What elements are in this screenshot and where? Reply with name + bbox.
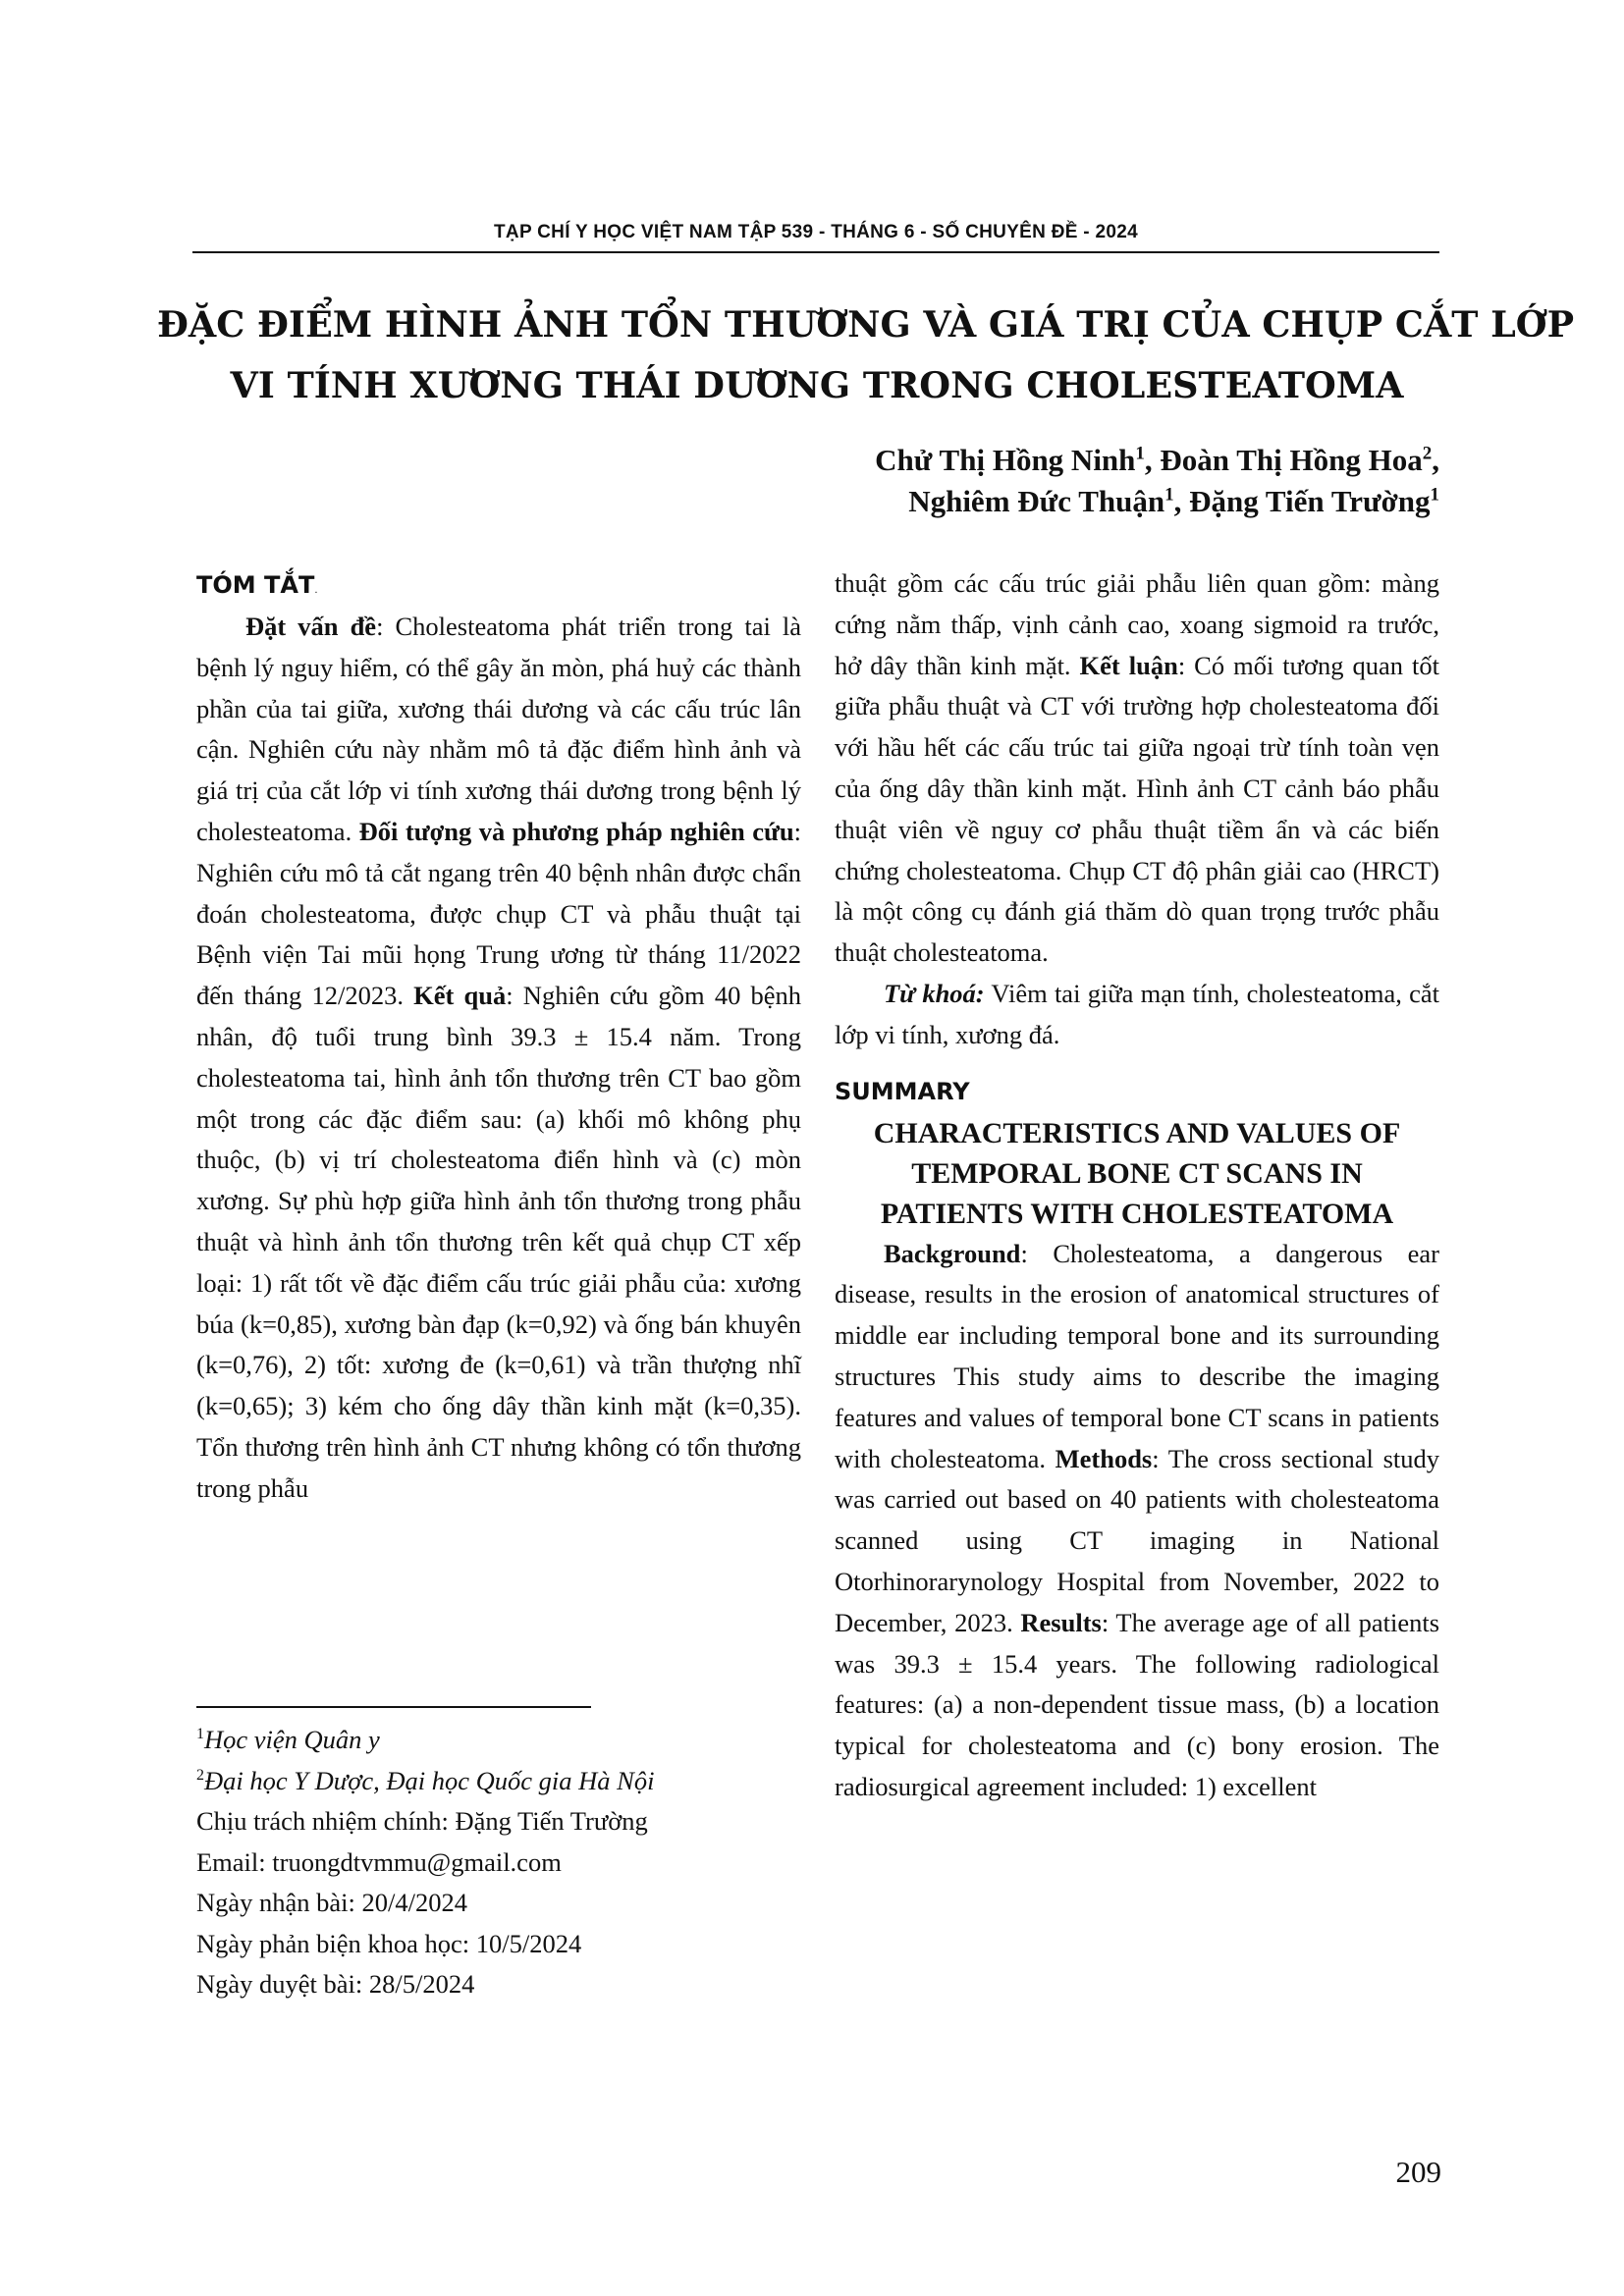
author-list [556, 440, 1439, 522]
label-methods-en: Methods [1055, 1443, 1153, 1473]
text-background-en: : Cholesteatoma, a dangerous ear disease, results in the erosion of anatomical structures of middle ear including temporal bone and its surrounding structures This study aims to describe the imaging features and values of temporal bone CT scans in patients with cholesteatoma. [835, 1238, 1439, 1473]
footnote-corresponding: Chịu trách nhiệm chính: Đặng Tiến Trường [196, 1806, 648, 1836]
title-line-1: ĐẶC ĐIỂM HÌNH ẢNH TỔN THƯƠNG VÀ GIÁ TRỊ CỦA CHỤP CẮT LỚP [157, 303, 1575, 346]
footnote-affiliation-2 [196, 1761, 805, 1802]
text-results-right: thuật gồm các cấu trúc giải phẫu liên quan gồm: màng cứng nằm thấp, vịnh cảnh cao, xoang sigmoid ra trước, hở dây thần kinh mặt. [835, 568, 1439, 680]
abstract-heading-text: TÓM TẮT [196, 571, 315, 599]
article-title [157, 294, 1575, 416]
label-results-en: Results [1020, 1607, 1102, 1637]
text-keywords: Viêm tai giữa mạn tính, cholesteatoma, cắt lớp vi tính, xương đá. [835, 978, 1439, 1049]
left-column [196, 563, 801, 1510]
author-line-2 [556, 481, 1439, 522]
label-background: Đặt vấn đề [245, 612, 377, 641]
author-affiliation: 1 [1135, 443, 1145, 464]
header-rule [192, 251, 1439, 253]
summary-title-line-1: CHARACTERISTICS AND VALUES OF [873, 1116, 1401, 1149]
abstract-continuation [835, 563, 1439, 974]
footnote-number: 1 [196, 1726, 204, 1743]
summary-title-line-3: PATIENTS WITH CHOLESTEATOMA [880, 1197, 1394, 1230]
author-separator: , [1432, 443, 1439, 477]
summary-heading: SUMMARY [835, 1077, 970, 1105]
label-keywords: Từ khoá: [884, 978, 985, 1008]
summary-title-line-2: TEMPORAL BONE CT SCANS IN [911, 1156, 1363, 1190]
footnote-affiliation-1 [196, 1720, 805, 1761]
author-affiliation: 1 [1430, 484, 1439, 506]
author-affiliation: 2 [1422, 443, 1433, 464]
author-name: Đặng Tiến Trường [1189, 484, 1431, 518]
footnote-reviewed: Ngày phản biện khoa học: 10/5/2024 [196, 1928, 582, 1958]
label-methods: Đối tượng và phương pháp nghiên cứu [358, 816, 794, 846]
label-conclusion: Kết luận [1079, 650, 1178, 680]
footnote-rule [196, 1706, 591, 1708]
title-line-2: VI TÍNH XƯƠNG THÁI DƯƠNG TRONG CHOLESTEATOMA [230, 364, 1404, 406]
text-background: : Cholesteatoma phát triển trong tai là bệnh lý nguy hiểm, có thể gây ăn mòn, phá huỷ các thành phần của tai giữa, xương thái dương và các cấu trúc lân cận. Nghiên cứu này nhằm mô tả đặc điểm hình ảnh và giá trị của cắt lớp vi tính xương thái dương trong bệnh lý cholesteatoma. [196, 612, 802, 846]
author-line-1 [556, 440, 1439, 481]
text-results-left: : Nghiên cứu gồm 40 bệnh nhân, độ tuổi trung bình 39.3 ± 15.4 năm. Trong cholesteatoma tai, hình ảnh tổn thương trên CT bao gồm một trong các đặc điểm sau: (a) khối mô không phụ thuộc, (b) vị trí cholesteatoma điển hình và (c) mòn xương. Sự phù hợp giữa hình ảnh tổn thương trong phẫu thuật và hình ảnh tổn thương trên kết quả chụp CT xếp loại: 1) rất tốt về đặc điểm cấu trúc giải phẫu của: xương búa (k=0,85), xương bàn đạp (k=0,92) và ống bán khuyên (k=0,76), 2) tốt: xương đe (k=0,61) và trần thượng nhĩ (k=0,65); 3) kém cho ống dây thần kinh mặt (k=0,35). Tổn thương trên hình ảnh CT nhưng không có tổn thương trong phẫu [196, 981, 802, 1503]
page-number: 209 [1395, 2155, 1441, 2189]
text-conclusion: : Có mối tương quan tốt giữa phẫu thuật và CT với trường hợp cholesteatoma đối với hầu hết các cấu trúc tai giữa ngoại trừ tính toàn vẹn của ống dây thần kinh mặt. Hình ảnh CT cảnh báo phẫu thuật viên về nguy cơ phẫu thuật tiềm ẩn và các biến chứng cholesteatoma. Chụp CT độ phân giải cao (HRCT) là một công cụ đánh giá thăm dò quan trọng trước phẫu thuật cholesteatoma. [835, 650, 1439, 968]
footnote-number: 2 [196, 1766, 204, 1784]
author-separator: , [1173, 484, 1190, 518]
abstract-paragraph [196, 607, 801, 1510]
right-column [835, 563, 1439, 1808]
footnotes [196, 1720, 805, 2005]
footnote-text: Học viện Quân y [204, 1725, 380, 1754]
footnote-text: Đại học Y Dược, Đại học Quốc gia Hà Nội [204, 1765, 655, 1795]
author-name: Chử Thị Hồng Ninh [875, 443, 1136, 477]
label-background-en: Background [884, 1238, 1021, 1268]
text-methods-en: : The cross sectional study was carried out based on 40 patients with cholesteatoma scanned using CT imaging in National Otorhinorarynology Hospital from November, 2022 to December, 2023. [835, 1443, 1439, 1637]
summary-title [835, 1113, 1439, 1234]
footnote-email: Email: truongdtvmmu@gmail.com [196, 1846, 562, 1877]
author-affiliation: 1 [1164, 484, 1174, 506]
author-separator: , [1144, 443, 1161, 477]
abstract-heading [196, 563, 801, 607]
text-methods: : Nghiên cứu mô tả cắt ngang trên 40 bệnh nhân được chẩn đoán cholesteatoma, được chụp CT và phẫu thuật tại Bệnh viện Tai mũi họng Trung ương từ tháng 11/2022 đến tháng 12/2023. [196, 816, 801, 1011]
author-name: Đoàn Thị Hồng Hoa [1160, 443, 1423, 477]
footnote-received: Ngày nhận bài: 20/4/2024 [196, 1888, 467, 1917]
footnote-accepted: Ngày duyệt bài: 28/5/2024 [196, 1969, 475, 1999]
keywords [835, 974, 1439, 1056]
abstract-heading-dot: . [314, 585, 318, 596]
author-name: Nghiêm Đức Thuận [908, 484, 1165, 518]
spacer [835, 1056, 1439, 1070]
running-head: TẠP CHÍ Y HỌC VIỆT NAM TẬP 539 - THÁNG 6 - SỐ CHUYÊN ĐỀ - 2024 [494, 222, 1138, 242]
text-results-en: : The average age of all patients was 39.3 ± 15.4 years. The following radiological features: (a) a non-dependent tissue mass, (b) a location typical for cholesteatoma and (c) bony erosion. The radiosurgical agreement included: 1) excellent [835, 1607, 1440, 1801]
summary-paragraph [835, 1234, 1439, 1808]
label-results: Kết quả [413, 981, 507, 1011]
